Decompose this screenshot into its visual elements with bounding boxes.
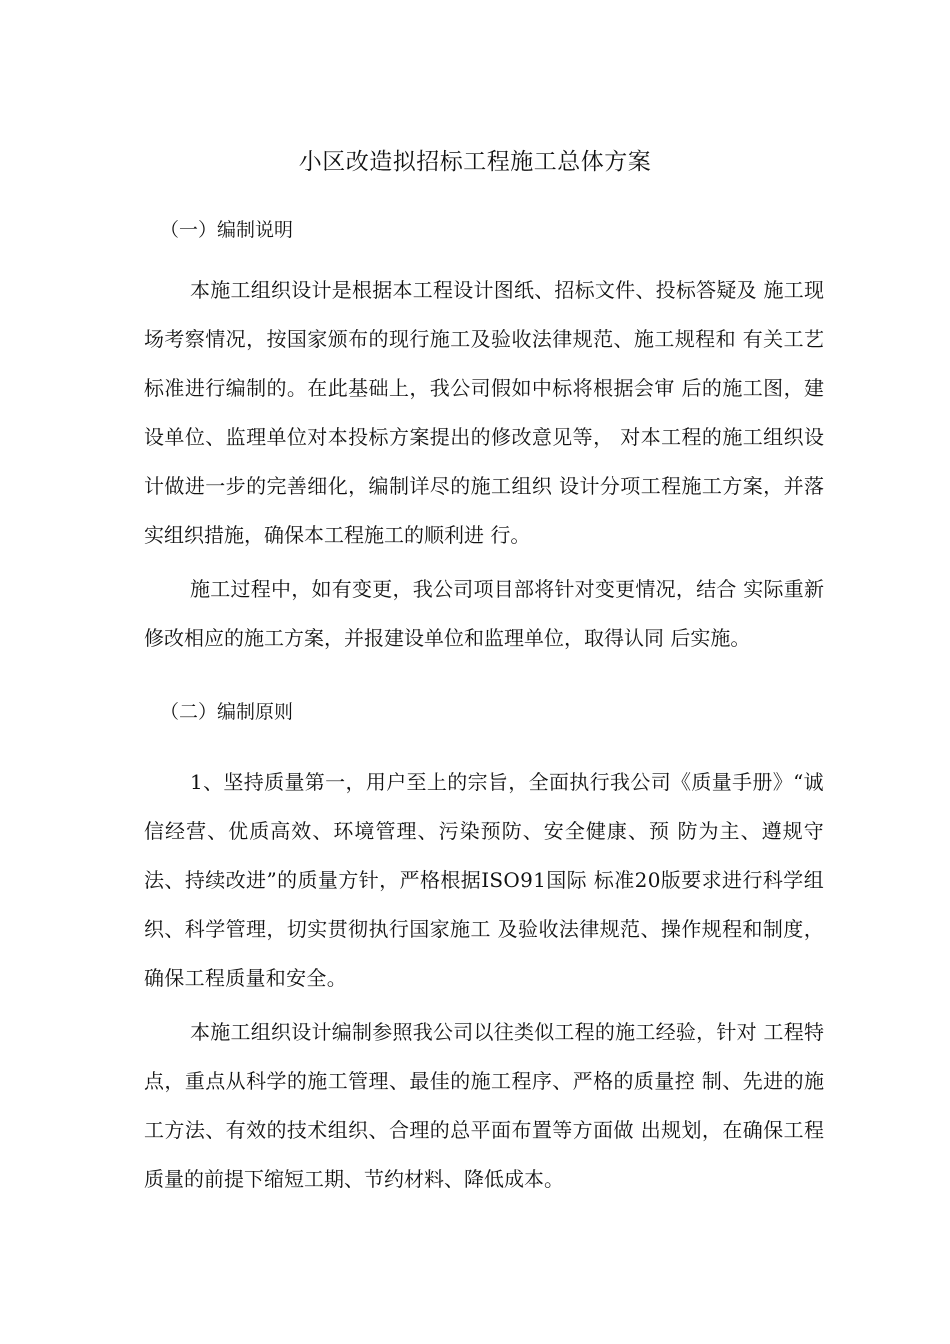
section-heading-compilation-principles: （二）编制原则	[160, 701, 294, 723]
document-title: 小区改造拟招标工程施工总体方案	[298, 149, 652, 175]
section-heading-compilation-notes: （一）编制说明	[160, 219, 294, 241]
paragraph: 1、坚持质量第一，用户至上的宗旨，全面执行我公司《质量手册》“诚信经营、优质高效、环境管理、污染预防、安全健康、预 防为主、遵规守法、持续改进”的质量方针，严格根据ISO91国际 标准20版要求进行科学组织、科学管理，切实贯彻执行国家施工 及验收法律规范、操作规程和制度，确保工程质量和安全。	[144, 770, 824, 990]
paragraph: 本施工组织设计编制参照我公司以往类似工程的施工经验，针对 工程特点，重点从科学的施工管理、最佳的施工程序、严格的质量控 制、先进的施工方法、有效的技术组织、合理的总平面布置等方面做 出规划，在确保工程质量的前提下缩短工期、节约材料、降低成本。	[144, 1020, 824, 1191]
paragraph: 本施工组织设计是根据本工程设计图纸、招标文件、投标答疑及 施工现场考察情况，按国家颁布的现行施工及验收法律规范、施工规程和 有关工艺标准进行编制的。在此基础上，我公司假如中标将根据会审 后的施工图，建设单位、监理单位对本投标方案提出的修改意见等， 对本工程的施工组织设计做进一步的完善细化，编制详尽的施工组织 设计分项工程施工方案，并落实组织措施，确保本工程施工的顺利进 行。	[144, 278, 824, 547]
paragraph: 施工过程中，如有变更，我公司项目部将针对变更情况，结合 实际重新修改相应的施工方案，并报建设单位和监理单位，取得认同 后实施。	[144, 577, 824, 650]
